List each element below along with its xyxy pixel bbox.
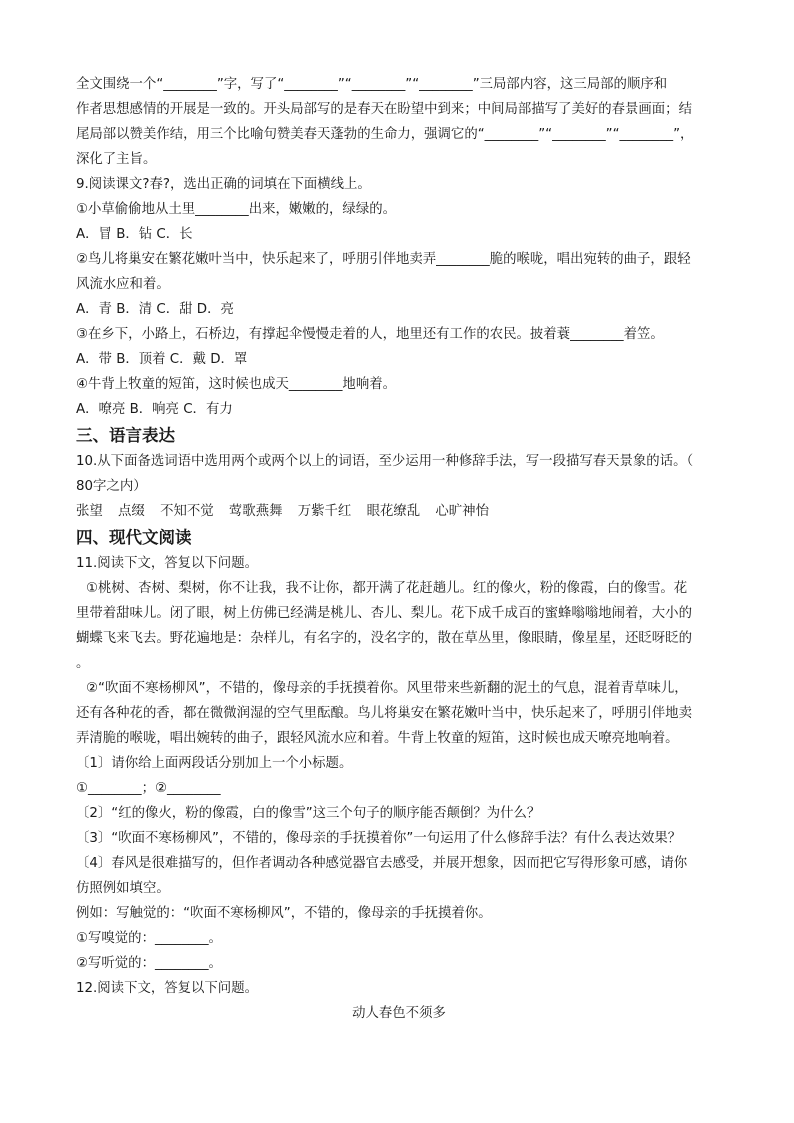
word-item: 心旷神怡 (435, 504, 489, 519)
section-modern-reading (76, 525, 722, 1026)
word-bank (76, 499, 722, 524)
question-stem: 10.从下面备选词语中选用两个或两个以上的词语，至少运用一种修辞手法，写一段描写春天景象的话。（ (76, 454, 694, 469)
question-stem: 12.阅读下文，答复以下问题。 (76, 981, 258, 996)
word-item: 莺歌燕舞 (228, 504, 283, 519)
sub-question: 仿照例如填空。 (76, 881, 170, 896)
text-line: 。 (76, 656, 90, 671)
text-line: 还有各种花的香，都在微微润湿的空气里酝酿。鸟儿将巢安在繁花嫩叶当中，快乐起来了，呼朋引伴地卖 (76, 706, 692, 721)
question-stem: 11.阅读下文，答复以下问题。 (76, 556, 258, 571)
text-line: ①桃树、杏树、梨树，你不让我，我不让你，都开满了花赶趟儿。红的像火，粉的像霞，白的像雪。花 (86, 581, 688, 596)
word-item: 点缀 (118, 504, 145, 519)
example-line: 例如：写触觉的：“吹面不寒杨柳风”，不错的，像母亲的手抚摸着你。 (76, 906, 492, 921)
sub-question: ②鸟儿将巢安在繁花嫩叶当中，快乐起来了，呼朋引伴地卖弄________脆的喉咙，唱出宛转的曲子，跟轻 (76, 252, 691, 267)
sub-question: 〔1〕请你给上面两段话分别加上一个小标题。 (76, 756, 353, 771)
answer-options: A．冒 B．钻 C．长 (76, 227, 193, 242)
word-item: 张望 (76, 504, 103, 519)
reading-paragraph-2 (76, 676, 722, 751)
answer-blank-line: ①写嗅觉的：________。 (76, 931, 222, 946)
sub-question: 〔3〕“吹面不寒杨柳风”，不错的，像母亲的手抚摸着你”一句运用了什么修辞手法？有什么表达效果？ (76, 831, 682, 846)
answer-options: A．带 B．顶着 C．戴 D．罩 (76, 352, 248, 367)
sub-question: 〔2〕“红的像火，粉的像霞，白的像雪”这三个句子的顺序能否颠倒？为什么？ (76, 806, 541, 821)
text-line: 蝴蝶飞来飞去。野花遍地是：杂样儿，有名字的，没名字的，散在草丛里，像眼睛，像星星，还眨呀眨的 (76, 631, 692, 646)
reading-paragraph-1 (76, 576, 722, 676)
question-stem: 80字之内） (76, 479, 147, 494)
reading-title: 动人春色不须多 (352, 1006, 446, 1021)
section-heading: 四、现代文阅读 (76, 528, 192, 547)
sub-question: ①小草偷偷地从土里________出来，嫩嫩的，绿绿的。 (76, 202, 396, 217)
section-heading: 三、语言表达 (76, 426, 175, 445)
word-item: 眼花缭乱 (366, 504, 421, 519)
section-language-expression (76, 423, 722, 524)
answer-options: A．青 B．清 C．甜 D．亮 (76, 302, 234, 317)
text-line: ②“吹面不寒杨柳风”，不错的，像母亲的手抚摸着你。风里带来些新翻的泥土的气息，混着青草味儿， (86, 681, 688, 696)
document-page (76, 72, 722, 1026)
answer-options: A．嘹亮 B．响亮 C．有力 (76, 402, 233, 417)
sub-question: 〔4〕春风是很难描写的，但作者调动各种感觉器官去感受，并展开想象，因而把它写得形象可感，请你 (76, 856, 688, 871)
text-line: 弄清脆的喉咙，唱出婉转的曲子，跟轻风流水应和着。牛背上牧童的短笛，这时候也成天嘹亮地响着。 (76, 731, 679, 746)
question-9 (76, 172, 722, 422)
text-line: 里带着甜味儿。闭了眼，树上仿佛已经满是桃儿、杏儿、梨儿。花下成千成百的蜜蜂嗡嗡地闹着，大小的 (76, 606, 692, 621)
text-line: 全文围绕一个“________”字，写了“________”“________”“________”三局部内容，这三局部的顺序和 (76, 77, 668, 92)
answer-blank-line: ②写听觉的：________。 (76, 956, 222, 971)
question-stem: 9.阅读课文?春?，选出正确的词填在下面横线上。 (76, 177, 371, 192)
word-item: 万紫千红 (297, 504, 352, 519)
question-8-tail (76, 72, 722, 172)
sub-question: 风流水应和着。 (76, 277, 170, 292)
sub-question: ③在乡下，小路上，石桥边，有撑起伞慢慢走着的人，地里还有工作的农民。披着蓑________着笠。 (76, 327, 664, 342)
text-line: 作者思想感情的开展是一致的。开头局部写的是春天在盼望中到来；中间局部描写了美好的春景画面；结 (76, 102, 692, 117)
word-item: 不知不觉 (160, 504, 214, 519)
answer-blanks: ①________；②________ (76, 781, 221, 796)
text-line: 深化了主旨。 (76, 152, 157, 167)
sub-question: ④牛背上牧童的短笛，这时候也成天________地响着。 (76, 377, 396, 392)
text-line: 尾局部以赞美作结，用三个比喻句赞美春天蓬勃的生命力，强调它的“________”“________”“________”， (76, 127, 694, 142)
